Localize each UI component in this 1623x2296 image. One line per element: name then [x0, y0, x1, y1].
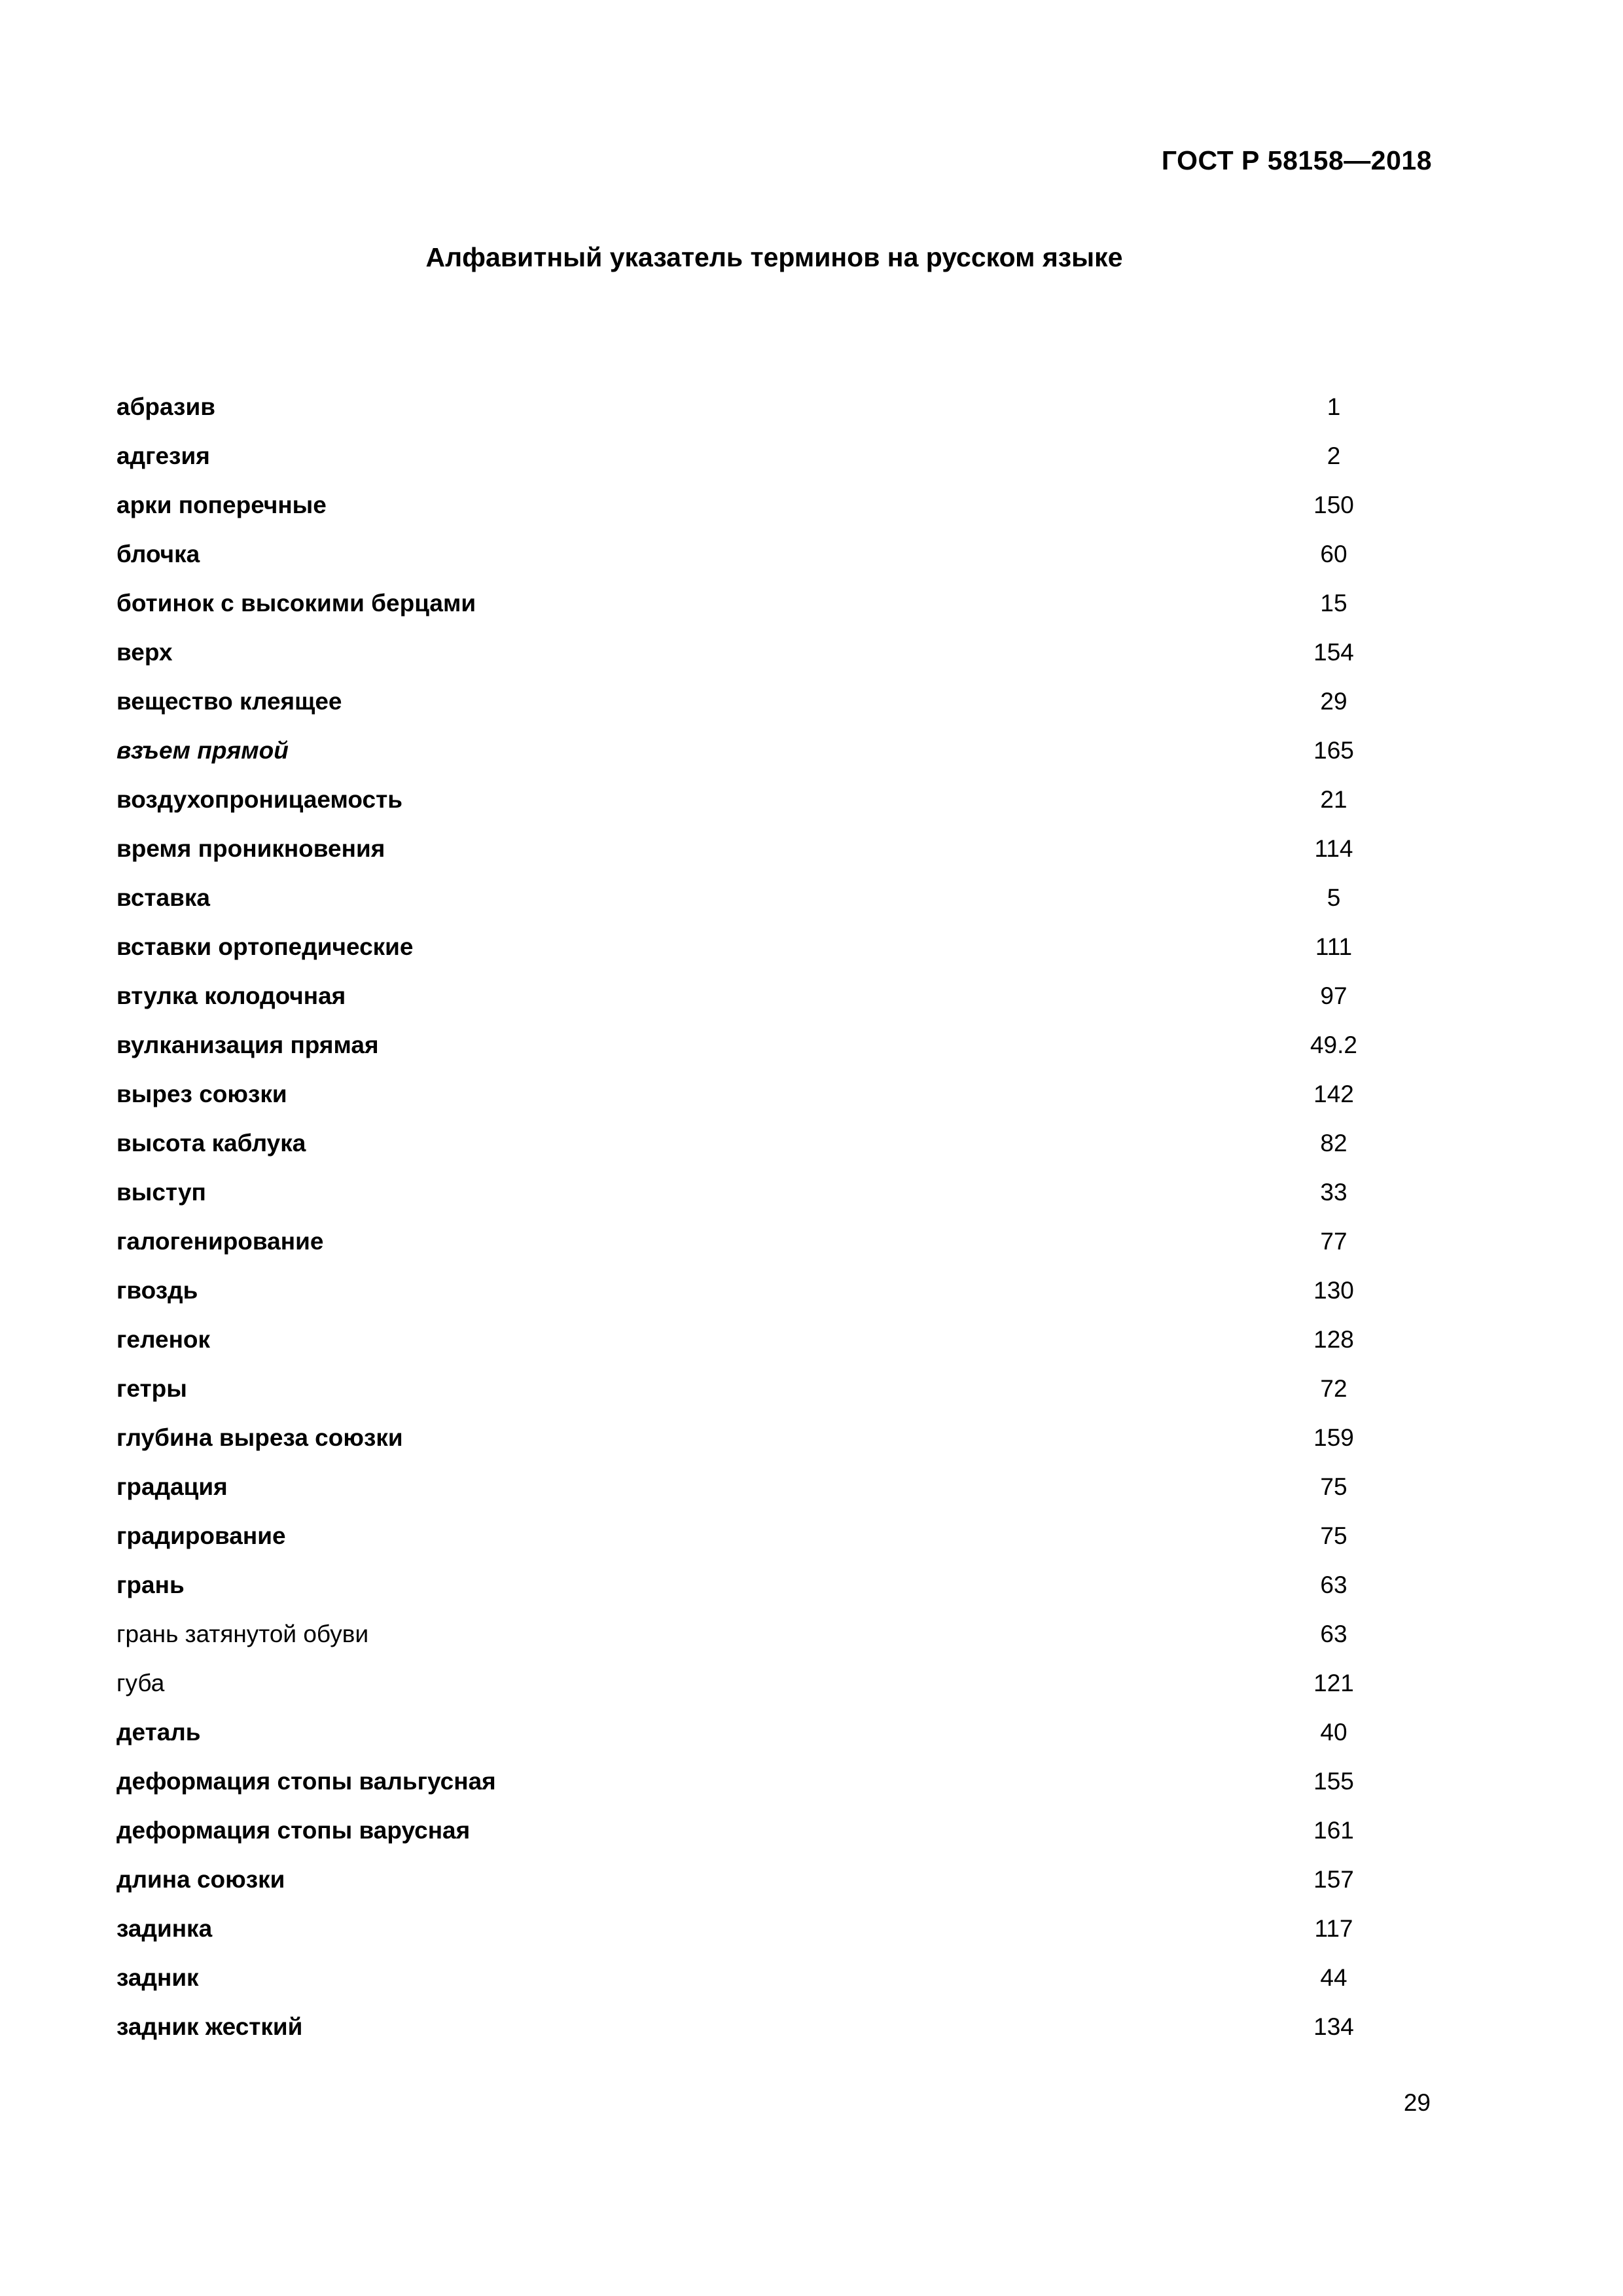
index-ref: 33 — [1320, 1179, 1347, 1206]
index-term: арки поперечные — [116, 492, 327, 518]
index-term: градация — [116, 1473, 228, 1500]
index-title: Алфавитный указатель терминов на русском языке — [425, 242, 1123, 272]
index-entry — [116, 824, 1399, 873]
index-term: геленок — [116, 1326, 211, 1353]
index-ref: 49.2 — [1310, 1031, 1357, 1058]
page-number: 29 — [1403, 2089, 1431, 2116]
index-entry — [116, 1806, 1399, 1855]
index-entry — [116, 1609, 1399, 1659]
index-ref: 161 — [1313, 1817, 1354, 1844]
index-ref: 97 — [1320, 982, 1347, 1009]
index-term: галогенирование — [116, 1228, 324, 1255]
index-term: блочка — [116, 541, 200, 567]
index-entry — [116, 1364, 1399, 1413]
index-ref: 165 — [1313, 737, 1354, 764]
index-ref: 60 — [1320, 541, 1347, 567]
index-ref: 142 — [1313, 1081, 1354, 1107]
index-term: вставки ортопедические — [116, 933, 414, 960]
index-term: градирование — [116, 1522, 286, 1549]
index-entry — [116, 1119, 1399, 1168]
index-ref: 111 — [1315, 933, 1353, 960]
index-entry — [116, 1217, 1399, 1266]
index-term: вставка — [116, 884, 210, 911]
index-term: деформация стопы варусная — [116, 1817, 471, 1844]
index-entry — [116, 2002, 1399, 2051]
index-entry — [116, 1511, 1399, 1560]
document-code: ГОСТ Р 58158—2018 — [1161, 145, 1432, 175]
index-ref: 5 — [1327, 884, 1341, 911]
index-entry — [116, 873, 1399, 922]
index-term: деформация стопы вальгусная — [116, 1768, 496, 1795]
index-ref: 2 — [1327, 442, 1341, 469]
index-ref: 114 — [1314, 835, 1353, 862]
index-term: взъем прямой — [116, 737, 289, 764]
index-term: грань затянутой обуви — [116, 1621, 369, 1647]
index-entry — [116, 726, 1399, 775]
index-term: время проникновения — [116, 835, 385, 862]
index-entry — [116, 1953, 1399, 2002]
index-entry — [116, 1757, 1399, 1806]
index-entry — [116, 1855, 1399, 1904]
index-term: длина союзки — [116, 1866, 285, 1893]
index-ref: 157 — [1313, 1866, 1354, 1893]
index-ref: 117 — [1314, 1915, 1353, 1942]
index-term: втулка колодочная — [116, 982, 346, 1009]
index-term: гетры — [116, 1375, 187, 1402]
index-term: абразив — [116, 393, 215, 420]
index-ref: 1 — [1327, 393, 1341, 420]
index-entry — [116, 1168, 1399, 1217]
index-ref: 63 — [1320, 1571, 1347, 1598]
index-entry — [116, 382, 1399, 431]
index-entry — [116, 1560, 1399, 1609]
index-entry — [116, 775, 1399, 824]
index-ref: 130 — [1313, 1277, 1354, 1304]
index-term: адгезия — [116, 442, 210, 469]
index-term: высота каблука — [116, 1130, 306, 1157]
index-term: верх — [116, 639, 173, 666]
index-ref: 121 — [1313, 1670, 1354, 1696]
index-ref: 155 — [1313, 1768, 1354, 1795]
index-ref: 154 — [1313, 639, 1354, 666]
index-entry — [116, 1413, 1399, 1462]
index-entry — [116, 922, 1399, 971]
index-ref: 40 — [1320, 1719, 1347, 1746]
index-entry — [116, 971, 1399, 1020]
index-entry — [116, 677, 1399, 726]
index-term: губа — [116, 1670, 165, 1696]
index-ref: 44 — [1320, 1964, 1347, 1991]
index-term: глубина выреза союзки — [116, 1424, 403, 1451]
index-ref: 21 — [1320, 786, 1347, 813]
index-entry — [116, 1315, 1399, 1364]
index-entry — [116, 1020, 1399, 1069]
index-term: деталь — [116, 1719, 201, 1746]
index-ref: 15 — [1320, 590, 1347, 617]
index-term: вырез союзки — [116, 1081, 287, 1107]
index-term: воздухопроницаемость — [116, 786, 402, 813]
index-entry — [116, 1659, 1399, 1708]
index-ref: 63 — [1320, 1621, 1347, 1647]
index-ref: 159 — [1313, 1424, 1354, 1451]
index-ref: 77 — [1320, 1228, 1347, 1255]
index-ref: 134 — [1313, 2013, 1354, 2040]
term-index-list — [116, 382, 1399, 2051]
index-entry — [116, 628, 1399, 677]
index-term: задинка — [116, 1915, 213, 1942]
index-term: задник жесткий — [116, 2013, 303, 2040]
index-term: вулканизация прямая — [116, 1031, 379, 1058]
index-entry — [116, 1069, 1399, 1119]
index-term: вещество клеящее — [116, 688, 342, 715]
index-ref: 75 — [1320, 1522, 1347, 1549]
index-entry — [116, 1708, 1399, 1757]
index-ref: 29 — [1320, 688, 1347, 715]
index-entry — [116, 480, 1399, 529]
index-ref: 82 — [1320, 1130, 1347, 1157]
index-ref: 150 — [1313, 492, 1354, 518]
index-ref: 128 — [1313, 1326, 1354, 1353]
index-term: ботинок с высокими берцами — [116, 590, 476, 617]
index-entry — [116, 579, 1399, 628]
index-entry — [116, 1266, 1399, 1315]
index-term: задник — [116, 1964, 199, 1991]
index-ref: 75 — [1320, 1473, 1347, 1500]
index-term: грань — [116, 1571, 185, 1598]
index-entry — [116, 529, 1399, 579]
index-ref: 72 — [1320, 1375, 1347, 1402]
index-term: гвоздь — [116, 1277, 198, 1304]
index-entry — [116, 1904, 1399, 1953]
index-entry — [116, 431, 1399, 480]
index-term: выступ — [116, 1179, 206, 1206]
index-entry — [116, 1462, 1399, 1511]
